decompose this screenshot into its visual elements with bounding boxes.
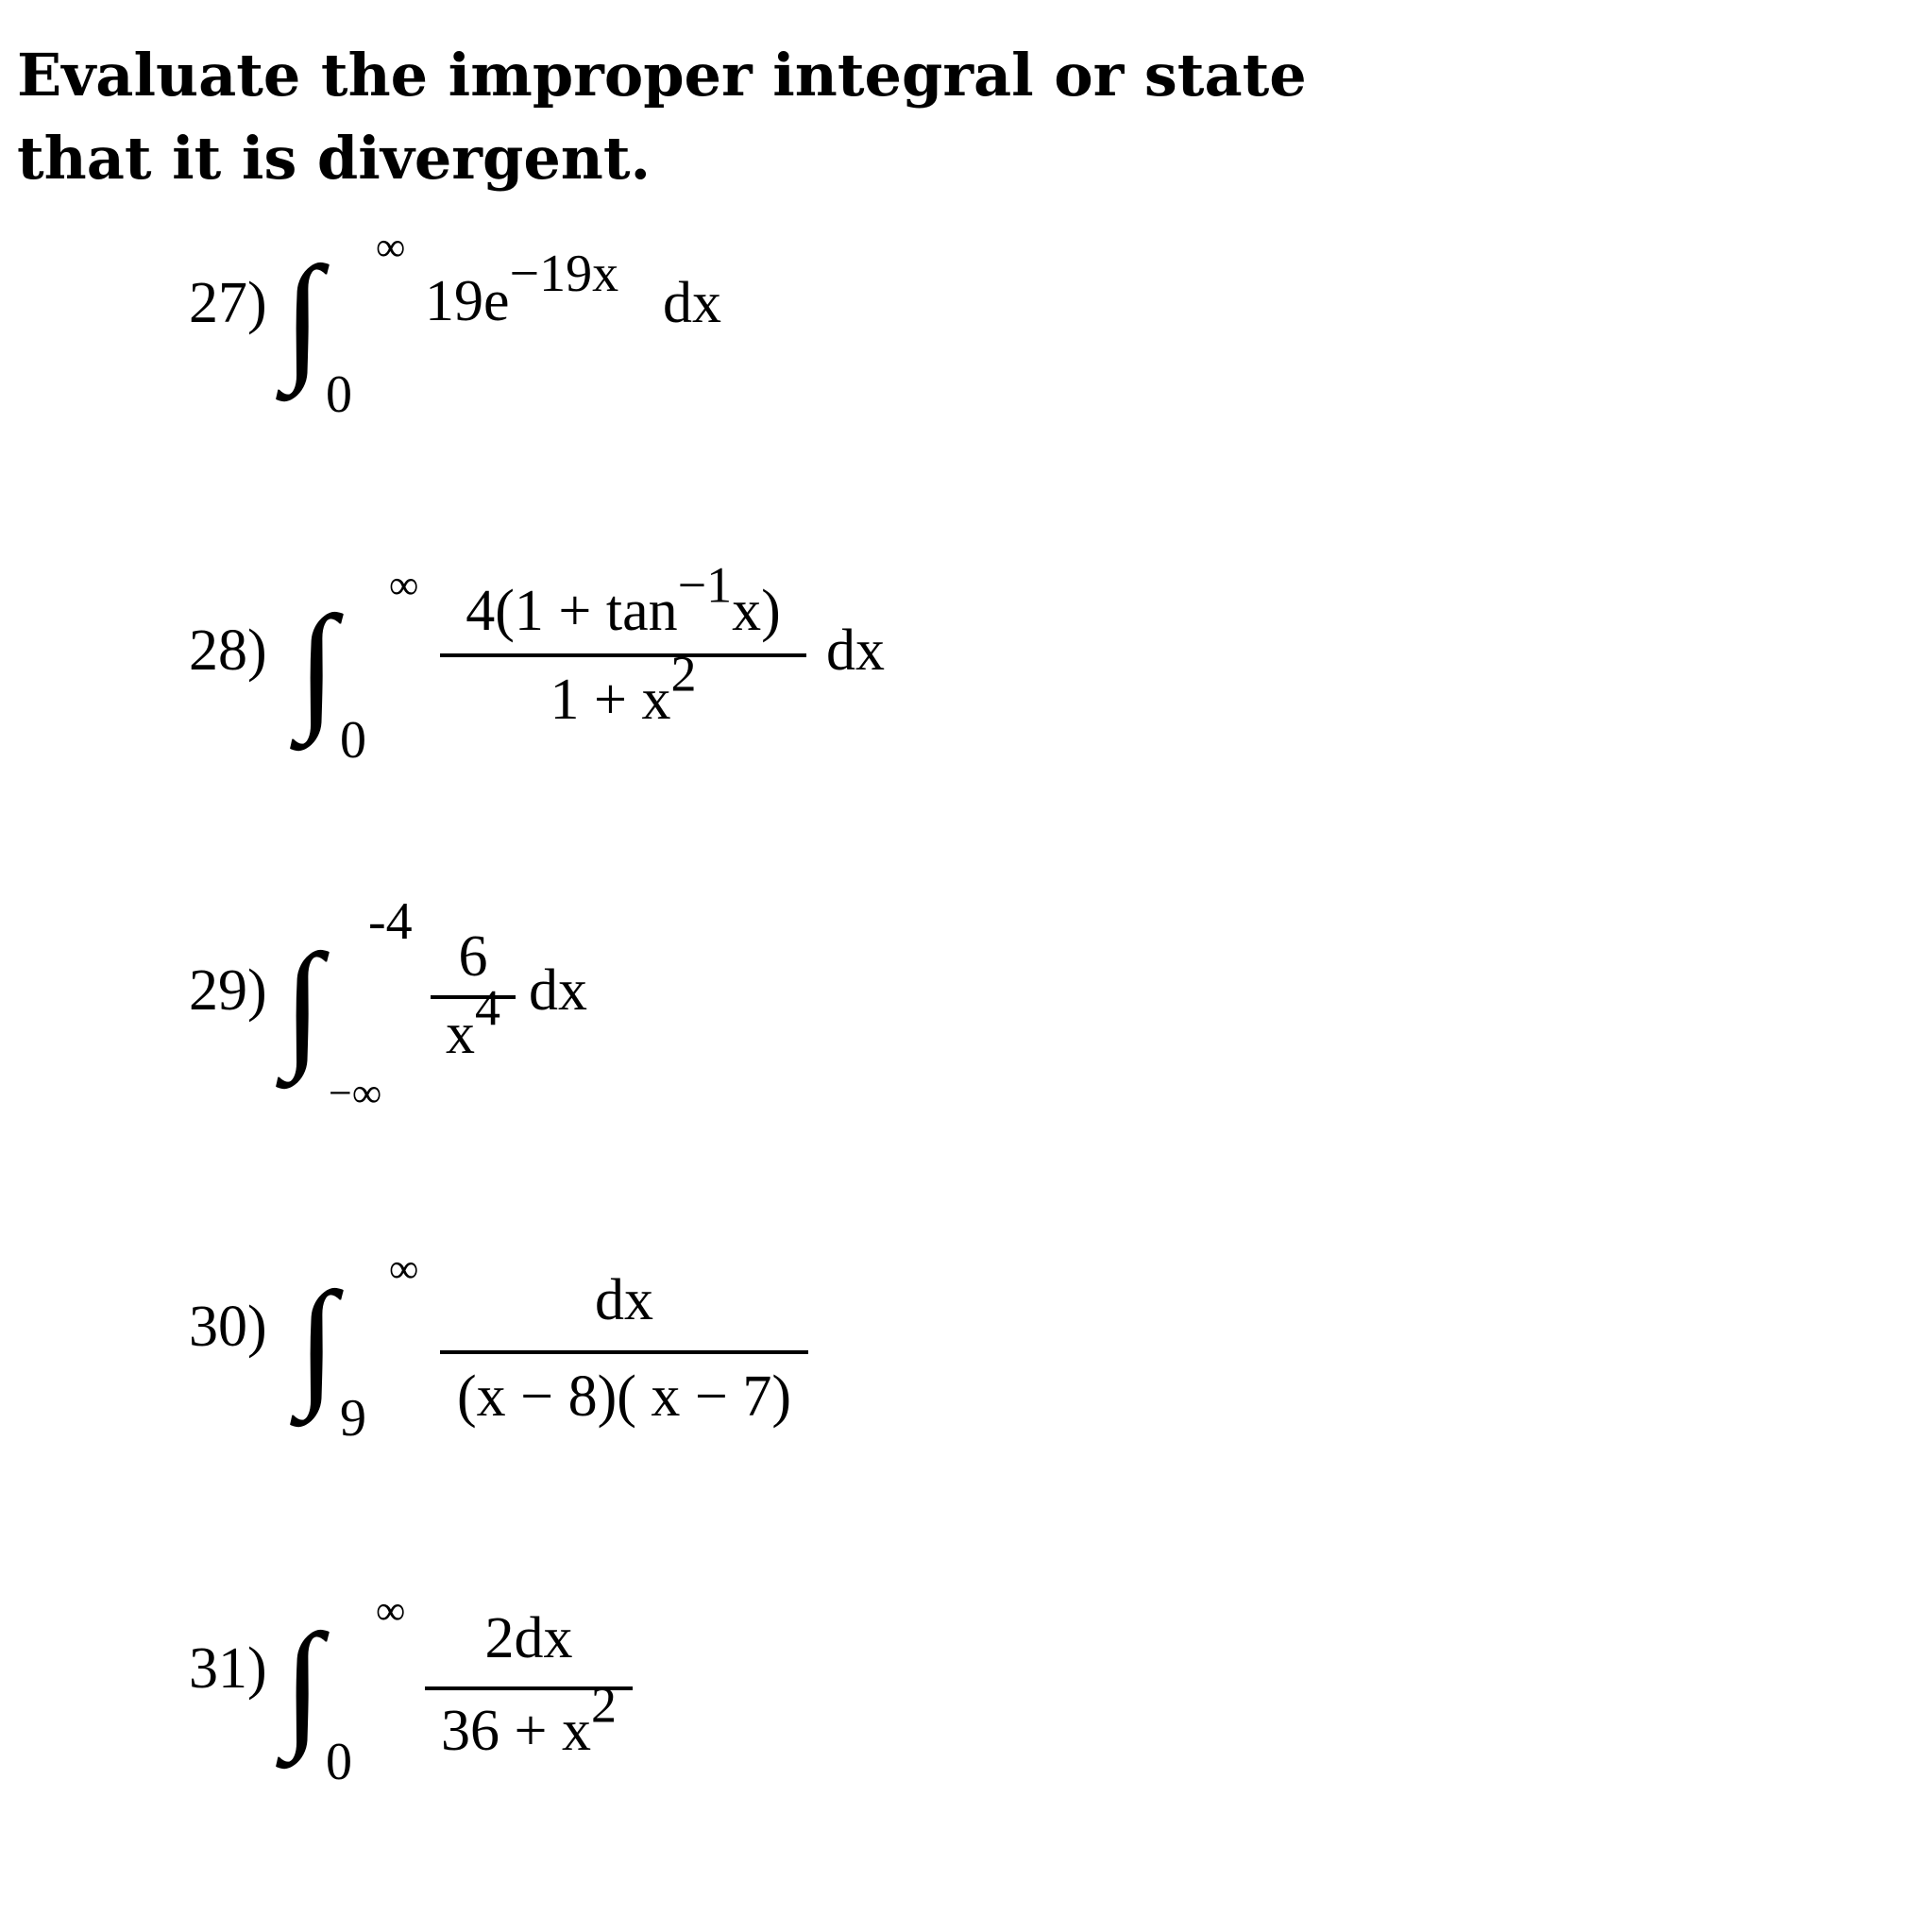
lower-limit: 0 [326, 1733, 352, 1791]
problem-27 [0, 224, 1133, 453]
denominator-exponent: 2 [670, 645, 697, 703]
numerator: dx [595, 1268, 653, 1332]
fraction-bar [440, 653, 806, 657]
integrand [425, 245, 619, 333]
problem-number: 27) [189, 271, 267, 335]
numerator-post: x) [732, 579, 781, 643]
lower-limit: 0 [326, 365, 352, 424]
denominator-base: x [446, 1002, 475, 1066]
instructions-heading: Evaluate the improper integral or state that it is divergent. [17, 41, 1307, 193]
denominator [431, 979, 516, 1066]
problem-29 [0, 892, 1133, 1122]
numerator-exponent: −1 [677, 556, 733, 614]
numerator-pre: 4(1 + tan [466, 579, 678, 643]
denominator-exponent: 2 [590, 1676, 617, 1734]
denominator [425, 1676, 633, 1763]
integral-sign: ∫ [297, 1263, 337, 1420]
integral-sign: ∫ [283, 925, 323, 1082]
lower-limit: 9 [340, 1389, 366, 1448]
numerator: 6 [458, 924, 488, 989]
upper-limit: ∞ [376, 1587, 406, 1634]
numerator: 2dx [484, 1606, 573, 1670]
differential: dx [529, 958, 587, 1023]
integrand-exponent: −19x [509, 245, 619, 304]
upper-limit: -4 [368, 892, 413, 951]
fraction [425, 1606, 633, 1770]
integral-sign: ∫ [283, 238, 323, 395]
fraction [431, 924, 516, 1069]
fraction-bar [431, 995, 516, 999]
problem-number: 29) [189, 958, 267, 1023]
differential: dx [826, 619, 885, 683]
upper-limit: ∞ [376, 224, 406, 270]
integral-sign: ∫ [297, 587, 337, 744]
denominator-base: 36 + x [441, 1699, 591, 1763]
differential: dx [663, 271, 721, 335]
denominator: (x − 8)( x − 7) [456, 1364, 792, 1429]
fraction-bar [440, 1350, 808, 1354]
upper-limit: ∞ [389, 562, 419, 608]
fraction [440, 556, 806, 733]
integral-sign: ∫ [283, 1605, 323, 1762]
problem-31 [0, 1587, 1133, 1817]
denominator-base: 1 + x [550, 668, 671, 732]
lower-limit: 0 [340, 711, 366, 770]
lower-limit: −∞ [329, 1070, 382, 1116]
problem-28 [0, 556, 1133, 791]
numerator [440, 556, 806, 643]
denominator [440, 645, 806, 732]
problem-number: 30) [189, 1295, 267, 1359]
problem-30 [0, 1248, 1133, 1475]
problem-number: 31) [189, 1636, 267, 1701]
integrand-base: 19e [425, 269, 510, 333]
fraction [440, 1268, 808, 1432]
denominator-exponent: 4 [475, 979, 500, 1037]
problem-number: 28) [189, 619, 267, 683]
upper-limit: ∞ [389, 1246, 419, 1292]
